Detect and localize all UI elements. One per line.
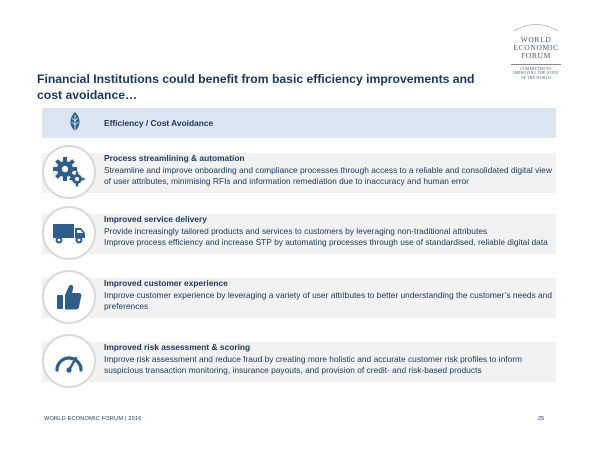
logo-rule — [511, 64, 561, 65]
section-body: Improve risk assessment and reduce fraud by creating more holistic and accurate customer risk profiles to inform suspicious transaction monitoring, insurance payouts, and provision of credit- and risk-based products — [104, 353, 522, 376]
section-body: Improve customer experience by leveraging a variety of user attributes to better understanding the customer’s needs and preferences — [104, 289, 553, 312]
section-icon-circle — [42, 334, 96, 388]
footer-text: WORLD ECONOMIC FORUM | 2016 — [44, 416, 142, 422]
logo-arc-icon — [500, 20, 572, 60]
delivery-truck-icon — [52, 221, 86, 245]
logo-line-3: FORUM — [520, 51, 551, 61]
wef-logo — [500, 20, 572, 90]
section-icon-circle — [42, 270, 96, 324]
leaf-icon — [67, 111, 83, 135]
speedometer-icon — [53, 348, 85, 374]
page-title: Financial Institutions could benefit from basic efficiency improvements and cost avoidance… — [37, 72, 475, 102]
section-title: Improved risk assessment & scoring — [104, 342, 251, 352]
section-icon-circle — [42, 206, 96, 260]
logo-tagline-1: COMMITTED TO — [520, 66, 552, 71]
header-label: Efficiency / Cost Avoidance — [104, 118, 214, 128]
header-icon-holder — [56, 108, 93, 138]
logo-line-1: WORLD — [520, 35, 552, 44]
logo-tagline-3: OF THE WORLD — [520, 75, 552, 80]
gears-icon — [52, 156, 86, 188]
section-title: Improved customer experience — [104, 278, 228, 288]
logo-tagline-2: IMPROVING THE STATE — [513, 71, 559, 76]
section-body: Provide increasingly tailored products and services to customers by leveraging non-traditional attributes Improve process efficiency and increase STP by automating processes through use of standardised, reliable digital data — [104, 225, 548, 248]
section-icon-circle — [42, 145, 96, 199]
section-title: Improved service delivery — [104, 214, 207, 224]
thumbs-up-icon — [56, 283, 82, 311]
section-title: Process streamlining & automation — [104, 153, 245, 163]
logo-line-2: ECONOMIC — [513, 43, 559, 53]
section-body: Streamline and improve onboarding and compliance processes through access to a reliable and consolidated digital view of user attributes, minimising RFIs and information remediation due to inaccuracy and human error — [104, 164, 552, 187]
page-number: 25 — [538, 416, 545, 422]
